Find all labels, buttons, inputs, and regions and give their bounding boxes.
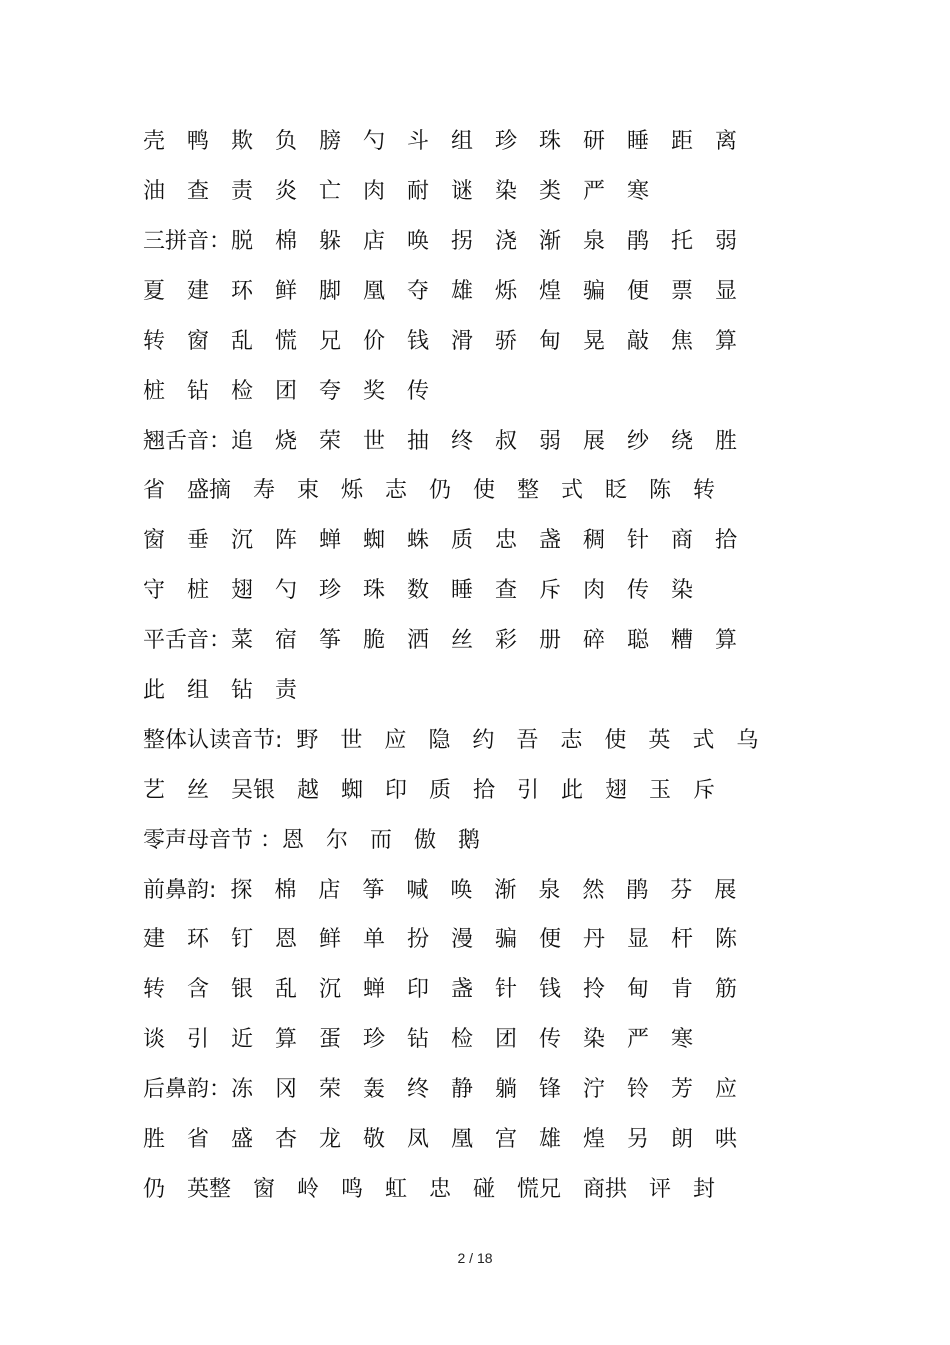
- text-line: 建 环 钉 恩 鲜 单 扮 漫 骗 便 丹 显 杆 陈: [143, 927, 738, 952]
- page-number: 2 / 18: [457, 1250, 493, 1266]
- text-line: 胜 省 盛 杏 龙 敬 凤 凰 宫 雄 煌 另 朗 哄: [143, 1127, 738, 1152]
- text-line: 翘舌音：追 烧 荣 世 抽 终 叔 弱 展 纱 绕 胜: [143, 429, 738, 454]
- text-line: 桩 钻 检 团 夸 奖 传: [143, 379, 430, 404]
- text-line: 前鼻韵: 探 棉 店 筝 喊 唤 渐 泉 然 鹃 芬 展: [143, 878, 737, 903]
- text-line: 谈 引 近 算 蛋 珍 钻 检 团 传 染 严 寒: [143, 1027, 694, 1052]
- text-line: 此 组 钻 责: [143, 678, 298, 703]
- text-line: 零声母音节 ：恩 尔 而 傲 鹅: [143, 828, 480, 853]
- text-line: 仍 英整 窗 岭 鸣 虹 忠 碰 慌兄 商拱 评 封: [143, 1177, 716, 1202]
- text-line: 夏 建 环 鲜 脚 凰 夺 雄 烁 煌 骗 便 票 显: [143, 279, 738, 304]
- text-line: 转 含 银 乱 沉 蝉 印 盏 针 钱 拎 甸 肯 筋: [143, 977, 738, 1002]
- text-line: 整体认读音节: 野 世 应 隐 约 吾 志 使 英 式 乌: [143, 728, 759, 753]
- text-line: 壳 鸭 欺 负 膀 勺 斗 组 珍 珠 研 睡 距 离: [143, 129, 738, 154]
- text-line: 守 桩 翅 勺 珍 珠 数 睡 查 斥 肉 传 染: [143, 578, 694, 603]
- text-line: 三拼音：脱 棉 躲 店 唤 拐 浇 渐 泉 鹃 托 弱: [143, 229, 738, 254]
- text-line: 转 窗 乱 慌 兄 价 钱 滑 骄 甸 晃 敲 焦 算: [143, 329, 738, 354]
- text-line: 窗 垂 沉 阵 蝉 蜘 蛛 质 忠 盏 稠 针 商 拾: [143, 528, 738, 553]
- text-line: 艺 丝 吴银 越 蜘 印 质 拾 引 此 翅 玉 斥: [143, 778, 716, 803]
- text-line: 后鼻韵：冻 冈 荣 轰 终 静 躺 锋 泞 铃 芳 应: [143, 1077, 738, 1102]
- text-line: 省 盛摘 寿 束 烁 志 仍 使 整 式 眨 陈 转: [143, 478, 716, 503]
- text-line: 油 查 责 炎 亡 肉 耐 谜 染 类 严 寒: [143, 179, 650, 204]
- text-line: 平舌音：菜 宿 筝 脆 洒 丝 彩 册 碎 聪 糟 算: [143, 628, 738, 653]
